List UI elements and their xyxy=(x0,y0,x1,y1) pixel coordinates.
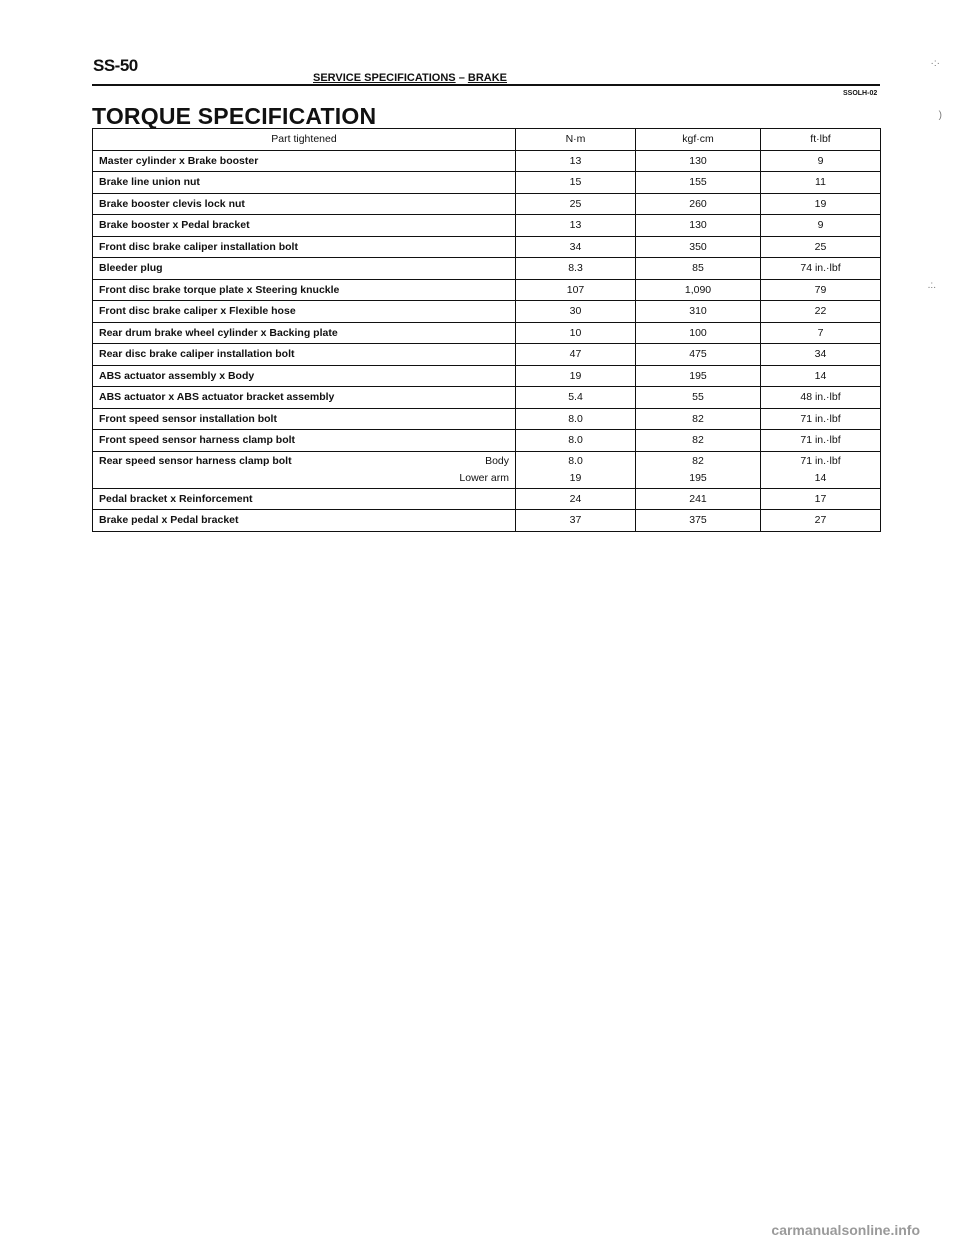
kgfcm-cell: 82 xyxy=(636,408,761,430)
split-line-2 xyxy=(93,470,515,487)
part-cell: Brake line union nut xyxy=(93,172,516,194)
kgfcm-cell: 475 xyxy=(636,344,761,366)
nm-cell: 19 xyxy=(516,365,636,387)
part-cell: Rear drum brake wheel cylinder x Backing plate xyxy=(93,322,516,344)
part-cell: ABS actuator assembly x Body xyxy=(93,365,516,387)
table-row xyxy=(93,301,881,323)
scan-speckle-mark: ·:· xyxy=(930,58,940,69)
ftlbf-cell: 48 in.·lbf xyxy=(761,387,881,409)
split-sub-label-body: Body xyxy=(485,455,509,467)
ftlbf-cell: 34 xyxy=(761,344,881,366)
kgfcm-cell: 130 xyxy=(636,215,761,237)
part-cell: Rear disc brake caliper installation bolt xyxy=(93,344,516,366)
ftlbf-cell: 9 xyxy=(761,215,881,237)
kgfcm-cell: 130 xyxy=(636,150,761,172)
table-row xyxy=(93,150,881,172)
part-cell: Front speed sensor installation bolt xyxy=(93,408,516,430)
nm-cell: 8.0 xyxy=(516,408,636,430)
table-row xyxy=(93,430,881,452)
split-part-label: Rear speed sensor harness clamp bolt xyxy=(99,455,292,467)
part-cell: Bleeder plug xyxy=(93,258,516,280)
table-row xyxy=(93,387,881,409)
ftlbf-cell: 71 in.·lbf xyxy=(761,408,881,430)
split-sub-label-lower-arm: Lower arm xyxy=(459,472,509,484)
ftlbf-cell-split xyxy=(761,451,881,488)
ftlbf-cell: 17 xyxy=(761,488,881,510)
nm-cell: 8.0 xyxy=(516,430,636,452)
kgfcm-cell: 350 xyxy=(636,236,761,258)
kgfcm-cell: 195 xyxy=(636,365,761,387)
table-row xyxy=(93,236,881,258)
ftlbf-cell: 27 xyxy=(761,510,881,532)
kgfcm-cell: 82 xyxy=(636,430,761,452)
column-header-ftlbf: ft·lbf xyxy=(761,129,881,151)
table-row xyxy=(93,193,881,215)
nm-cell: 8.3 xyxy=(516,258,636,280)
kgfcm-cell: 100 xyxy=(636,322,761,344)
part-cell: Front disc brake caliper x Flexible hose xyxy=(93,301,516,323)
kgfcm-cell: 241 xyxy=(636,488,761,510)
header-rule xyxy=(92,84,880,86)
kgfcm-cell: 55 xyxy=(636,387,761,409)
part-cell: Brake pedal x Pedal bracket xyxy=(93,510,516,532)
kgfcm-cell: 310 xyxy=(636,301,761,323)
column-header-nm: N·m xyxy=(516,129,636,151)
watermark: carmanualsonline.info xyxy=(771,1222,920,1238)
part-cell: Brake booster x Pedal bracket xyxy=(93,215,516,237)
nm-cell: 25 xyxy=(516,193,636,215)
table-row xyxy=(93,279,881,301)
part-cell: Pedal bracket x Reinforcement xyxy=(93,488,516,510)
nm-cell: 15 xyxy=(516,172,636,194)
nm-cell: 47 xyxy=(516,344,636,366)
nm-value-body: 8.0 xyxy=(568,454,583,467)
scan-speckle-mark: ) xyxy=(938,110,942,121)
page-title: TORQUE SPECIFICATION xyxy=(92,103,377,129)
section-title: SERVICE SPECIFICATIONS xyxy=(313,72,456,84)
scan-speckle-mark: .:. xyxy=(927,280,936,291)
nm-cell: 34 xyxy=(516,236,636,258)
ftlbf-cell: 71 in.·lbf xyxy=(761,430,881,452)
split-line-1 xyxy=(93,453,515,470)
kgfcm-cell-split xyxy=(636,451,761,488)
ftlbf-cell: 19 xyxy=(761,193,881,215)
column-header-kgfcm: kgf·cm xyxy=(636,129,761,151)
nm-cell: 30 xyxy=(516,301,636,323)
kgfcm-value-body: 82 xyxy=(692,454,704,467)
running-head xyxy=(313,72,507,84)
nm-cell: 13 xyxy=(516,215,636,237)
table-row xyxy=(93,172,881,194)
kgfcm-cell: 85 xyxy=(636,258,761,280)
part-cell: Front disc brake caliper installation bolt xyxy=(93,236,516,258)
torque-table xyxy=(92,128,881,532)
ftlbf-cell: 9 xyxy=(761,150,881,172)
torque-table-container xyxy=(92,128,880,532)
kgfcm-cell: 260 xyxy=(636,193,761,215)
kgfcm-cell: 375 xyxy=(636,510,761,532)
part-cell: Brake booster clevis lock nut xyxy=(93,193,516,215)
head-separator: – xyxy=(458,72,465,84)
table-row-split xyxy=(93,451,881,488)
nm-cell: 13 xyxy=(516,150,636,172)
kgfcm-value-lower-arm: 195 xyxy=(689,471,707,484)
part-cell-split xyxy=(93,451,516,488)
table-row xyxy=(93,408,881,430)
ftlbf-cell: 74 in.·lbf xyxy=(761,258,881,280)
ftlbf-value-body: 71 in.·lbf xyxy=(800,454,841,467)
ftlbf-cell: 7 xyxy=(761,322,881,344)
part-cell: Master cylinder x Brake booster xyxy=(93,150,516,172)
kgfcm-cell: 1,090 xyxy=(636,279,761,301)
table-row xyxy=(93,344,881,366)
page-number: SS-50 xyxy=(93,56,138,75)
nm-cell: 5.4 xyxy=(516,387,636,409)
nm-cell: 24 xyxy=(516,488,636,510)
part-cell: Front disc brake torque plate x Steering knuckle xyxy=(93,279,516,301)
ftlbf-cell: 14 xyxy=(761,365,881,387)
table-row xyxy=(93,510,881,532)
column-header-part: Part tightened xyxy=(93,129,516,151)
ftlbf-cell: 11 xyxy=(761,172,881,194)
ftlbf-value-lower-arm: 14 xyxy=(814,471,827,484)
nm-cell: 107 xyxy=(516,279,636,301)
table-row xyxy=(93,488,881,510)
kgfcm-cell: 155 xyxy=(636,172,761,194)
table-row xyxy=(93,215,881,237)
part-cell: ABS actuator x ABS actuator bracket assembly xyxy=(93,387,516,409)
table-body xyxy=(93,150,881,531)
part-cell: Front speed sensor harness clamp bolt xyxy=(93,430,516,452)
nm-cell-split xyxy=(516,451,636,488)
ftlbf-cell: 25 xyxy=(761,236,881,258)
ftlbf-cell: 79 xyxy=(761,279,881,301)
reference-code: SSOLH-02 xyxy=(843,90,878,97)
nm-cell: 37 xyxy=(516,510,636,532)
table-header-row xyxy=(93,129,881,151)
ftlbf-cell: 22 xyxy=(761,301,881,323)
table-row xyxy=(93,258,881,280)
table-row xyxy=(93,365,881,387)
table-row xyxy=(93,322,881,344)
nm-value-lower-arm: 19 xyxy=(569,471,582,484)
nm-cell: 10 xyxy=(516,322,636,344)
subsection-title: BRAKE xyxy=(467,72,507,84)
